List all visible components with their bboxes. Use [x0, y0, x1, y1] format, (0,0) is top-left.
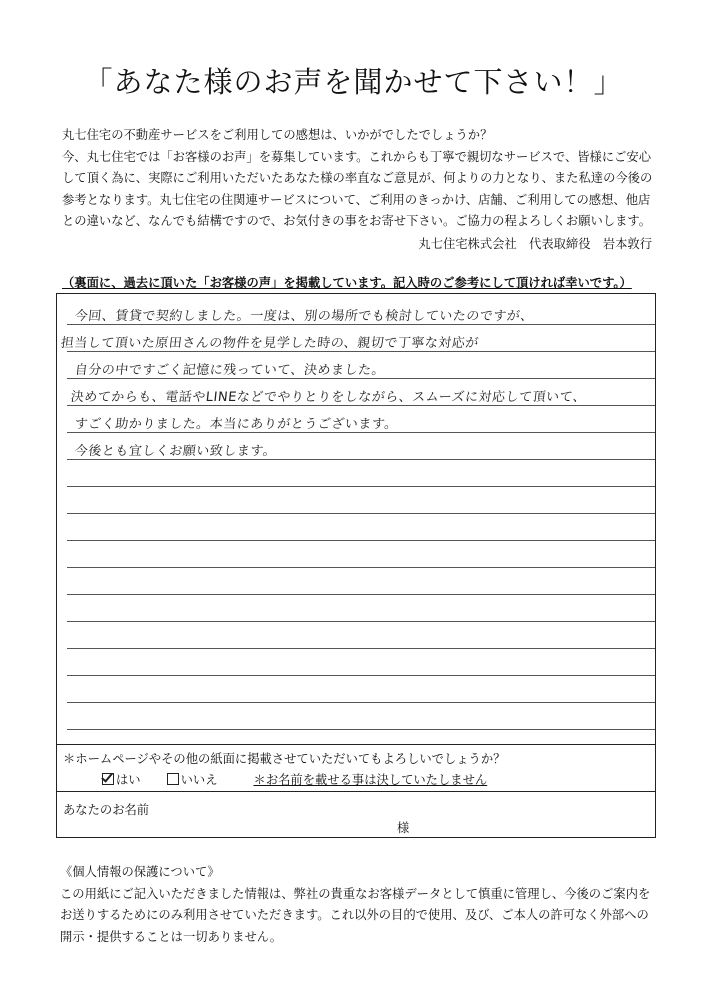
ruled-line	[67, 702, 655, 703]
checkbox-no-icon[interactable]	[167, 773, 179, 785]
company-signature: 丸七住宅株式会社 代表取締役 岩本敦行	[418, 237, 652, 251]
section-divider	[57, 744, 655, 745]
ruled-line	[67, 540, 655, 541]
handwritten-line: 決めてからも、電話やLINEなどでやりとりをしながら、スムーズに対応して頂いて、	[70, 390, 588, 405]
handwritten-line: 自分の中ですごく記憶に残っていて、決めました。	[74, 363, 386, 378]
privacy-line: この用紙にご記入いただきました情報は、弊社の貴重なお客様データとして慎重に管理し、今後のご案内を	[60, 886, 651, 901]
option-yes[interactable]	[102, 770, 141, 788]
privacy-line: お送りするためにのみ利用させていただきます。これ以外の目的で使用、及び、ご本人の許可なく外部への	[60, 908, 649, 922]
ruled-line	[67, 648, 655, 649]
checkbox-yes-checked-icon[interactable]	[102, 773, 114, 785]
name-field-label: あなたのお名前	[63, 803, 150, 817]
ruled-line	[67, 432, 655, 433]
section-divider	[57, 791, 655, 792]
ruled-line	[67, 594, 655, 595]
ruled-line	[67, 675, 655, 676]
privacy-line: 開示・提供することは一切ありません。	[60, 929, 283, 944]
privacy-heading: 《個人情報の保護について》	[60, 865, 220, 879]
ruled-line	[67, 351, 655, 352]
intro-line: 今、丸七住宅では「お客様のお声」を募集しています。これからも丁寧で親切なサービスで、皆様にご安心	[62, 149, 652, 164]
reference-note-text: （裏面に、過去に頂いた「お客様の声」を掲載しています。記入時のご参考にして頂ければ幸いです。）	[62, 276, 632, 290]
intro-line: との違いなど、なんでも結構ですので、お気付きの事をお寄せ下さい。ご協力の程よろしくお願いします。	[62, 214, 652, 228]
ruled-line	[67, 324, 655, 325]
publish-permission-question: ＊ホームページやその他の紙面に掲載させていただいてもよろしいでしょうか？	[63, 752, 506, 766]
ruled-line	[67, 405, 655, 406]
handwritten-line: すごく助かりました。本当にありがとうございます。	[74, 417, 399, 432]
option-no-label: いいえ	[180, 773, 218, 787]
ruled-line	[67, 486, 655, 487]
feedback-form	[56, 293, 656, 838]
name-field-suffix: 様	[397, 821, 410, 835]
intro-text	[62, 125, 652, 233]
handwritten-line: 担当して頂いた原田さんの物件を見学した時の、親切で丁寧な対応が	[60, 336, 480, 351]
intro-line: 参考となります。丸七住宅の住関連サービスについて、ご利用のきっかけ、店舗、ご利用しての感想、他店	[62, 192, 651, 207]
publish-permission-options	[102, 770, 487, 788]
privacy-section	[60, 862, 660, 948]
comment-area[interactable]	[57, 294, 655, 742]
ruled-line	[67, 378, 655, 379]
intro-line: して頂く為に、実際にご利用いただいたあなた様の率直なご意見が、何よりの力となり、また私達の今後の	[62, 171, 653, 185]
handwritten-line: 今回、賃貸で契約しました。一度は、別の場所でも検討していたのですが、	[74, 309, 535, 324]
intro-line: 丸七住宅の不動産サービスをご利用しての感想は、いかがでしたでしょうか？	[62, 128, 493, 142]
ruled-line	[67, 729, 655, 730]
name-not-published-note: ＊お名前を載せる事は決していたしません	[253, 773, 488, 787]
ruled-line	[67, 567, 655, 568]
ruled-line	[67, 621, 655, 622]
reference-note	[62, 273, 652, 291]
handwritten-line: 今後とも宜しくお願い致します。	[74, 444, 278, 459]
ruled-line	[67, 459, 655, 460]
option-no[interactable]	[167, 770, 218, 788]
ruled-line	[67, 513, 655, 514]
option-yes-label: はい	[116, 773, 141, 787]
page-title: 「あなた様のお声を聞かせて下さい！」	[83, 65, 624, 99]
